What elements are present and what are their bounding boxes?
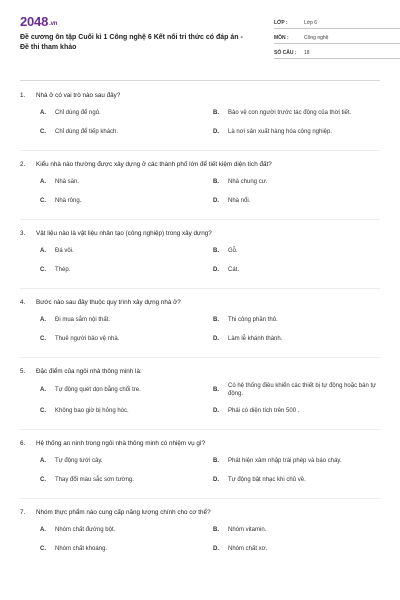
option-text: Thay đổi màu sắc sơn tường. (55, 476, 134, 483)
question-item (20, 288, 380, 345)
question-text: Bước nào sau đây thuộc quy trình xây dựng nhà ở? (36, 299, 181, 306)
option-letter: D. (213, 128, 219, 135)
question-text: Nhóm thực phẩm nào cung cấp năng lượng chính cho cơ thể? (36, 509, 211, 516)
option-text: Tự động bật nhạc khi chủ về. (228, 476, 306, 483)
option-letter: C. (40, 407, 46, 414)
question-number: 2. (20, 161, 26, 168)
question-text: Nhà ở có vai trò nào sau đây? (36, 92, 121, 99)
question-line (20, 229, 380, 238)
question-line (20, 91, 380, 100)
question-line (20, 160, 380, 169)
option-text: Gỗ. (228, 247, 238, 254)
question-text: Hệ thống an ninh trong ngôi nhà thông minh có nhiệm vụ gì? (36, 440, 206, 447)
answer-option[interactable] (213, 106, 386, 119)
option-letter: A. (40, 526, 46, 533)
option-letter: D. (213, 266, 219, 273)
answer-option[interactable] (40, 125, 213, 138)
question-item (20, 150, 380, 207)
question-line (20, 367, 380, 376)
meta-row-count (274, 46, 400, 59)
option-letter: B. (213, 316, 219, 323)
option-text: Thuê người bảo vệ nhà. (55, 335, 120, 342)
option-letter: D. (213, 476, 219, 483)
option-text: Có hệ thống điều khiển các thiết bị tự động hoặc bán tự động. (228, 383, 377, 397)
question-text: Kiểu nhà nào thường được xây dựng ở các thành phố lớn để tiết kiệm diện tích đất? (36, 161, 272, 168)
question-number: 1. (20, 92, 26, 99)
answer-options (20, 106, 380, 138)
answer-option[interactable] (40, 542, 213, 555)
answer-options (20, 523, 380, 555)
answer-option[interactable] (213, 313, 386, 326)
option-text: Nhóm chất xơ. (228, 545, 268, 552)
answer-option[interactable] (40, 313, 213, 326)
option-text: Nhóm vitamin. (228, 526, 267, 533)
option-text: Nhà nổi. (228, 197, 251, 204)
option-text: Nhà sàn. (55, 178, 80, 185)
answer-options (20, 175, 380, 207)
document-title: Đề cương ôn tập Cuối kì 1 Công nghệ 6 Kết nối tri thức có đáp án - Đề thi tham khảo (20, 34, 243, 51)
meta-row-class (274, 16, 400, 29)
answer-option[interactable] (213, 523, 386, 536)
option-letter: B. (213, 526, 219, 533)
document-header (20, 14, 380, 76)
question-item (20, 219, 380, 276)
question-text: Vật liệu nào là vật liệu nhân tạo (công nghiệp) trong xây dựng? (36, 230, 212, 237)
answer-option[interactable] (40, 404, 213, 417)
question-number: 5. (20, 368, 26, 375)
exam-meta (274, 16, 400, 61)
option-text: Bảo vệ con người trước tác động của thời tiết. (228, 109, 352, 116)
meta-label: SỐ CÂU : (274, 50, 297, 56)
answer-option[interactable] (40, 332, 213, 345)
answer-option[interactable] (213, 175, 386, 188)
option-text: Tự động quét dọn bằng chổi tre. (55, 387, 141, 393)
option-letter: D. (213, 407, 219, 414)
option-letter: C. (40, 266, 46, 273)
option-letter: C. (40, 545, 46, 552)
logo-domain: .vn (49, 21, 58, 27)
option-text: Thép. (55, 266, 71, 273)
option-letter: D. (213, 335, 219, 342)
option-text: Làm lễ khánh thành. (228, 335, 283, 342)
option-letter: B. (213, 178, 219, 185)
question-number: 6. (20, 440, 26, 447)
answer-options (20, 313, 380, 345)
option-letter: A. (40, 316, 46, 323)
answer-option[interactable] (40, 263, 213, 276)
answer-option[interactable] (40, 382, 213, 398)
option-text: Phải có diện tích trên 500 . (228, 407, 300, 414)
question-item (20, 91, 380, 138)
answer-option[interactable] (213, 473, 386, 486)
option-letter: A. (40, 387, 46, 393)
option-letter: A. (40, 109, 46, 116)
meta-label: MÔN : (274, 35, 289, 41)
option-letter: C. (40, 476, 46, 483)
question-item (20, 357, 380, 417)
question-number: 7. (20, 509, 26, 516)
option-letter: D. (213, 197, 219, 204)
option-text: Thi công phần thô. (228, 316, 278, 323)
option-text: Chỉ dùng để ngủ. (55, 109, 101, 116)
meta-value: Công nghệ (304, 35, 329, 41)
option-letter: B. (213, 109, 219, 116)
answer-option[interactable] (213, 125, 386, 138)
option-letter: A. (40, 178, 46, 185)
option-text: Không bao giờ bị hỏng hóc. (55, 407, 129, 414)
answer-option[interactable] (40, 523, 213, 536)
answer-option[interactable] (40, 473, 213, 486)
option-letter: A. (40, 247, 46, 254)
option-text: Chỉ dùng để tiếp khách. (55, 128, 119, 135)
option-text: Cát. (228, 266, 240, 273)
option-text: Đá vôi. (55, 247, 74, 254)
question-text: Đặc điểm của ngôi nhà thông minh là: (36, 368, 142, 375)
meta-label: LỚP : (274, 20, 288, 26)
answer-option[interactable] (213, 542, 386, 555)
answer-option[interactable] (213, 382, 386, 398)
option-text: Tự động tưới cây. (55, 457, 103, 464)
question-line (20, 508, 380, 517)
option-text: Nhóm chất khoáng. (55, 545, 108, 552)
answer-option[interactable] (40, 106, 213, 119)
answer-option[interactable] (213, 454, 386, 467)
answer-option[interactable] (40, 244, 213, 257)
question-number: 3. (20, 230, 26, 237)
answer-option[interactable] (213, 404, 386, 417)
option-letter: D. (213, 545, 219, 552)
header-divider (20, 80, 380, 81)
answer-options (20, 244, 380, 276)
question-line (20, 298, 380, 307)
option-letter: B. (213, 457, 219, 464)
answer-option[interactable] (40, 454, 213, 467)
option-text: Là nơi sản xuất hàng hóa công nghiệp. (228, 128, 333, 135)
meta-row-subject (274, 31, 400, 44)
option-text: Đi mua sắm nội thất. (55, 316, 111, 323)
logo-text: 2048 (20, 14, 49, 29)
meta-value: 18 (304, 50, 310, 56)
answer-option[interactable] (213, 244, 386, 257)
question-number: 4. (20, 299, 26, 306)
question-item (20, 498, 380, 555)
meta-value: Lớp 6 (304, 20, 318, 26)
question-list (20, 91, 380, 555)
question-line (20, 439, 380, 448)
option-letter: C. (40, 335, 46, 342)
answer-option[interactable] (213, 332, 386, 345)
option-text: Nhóm chất đường bột. (55, 526, 116, 533)
answer-option[interactable] (40, 175, 213, 188)
answer-option[interactable] (213, 263, 386, 276)
answer-options (20, 382, 380, 417)
option-text: Nhà rông. (55, 197, 82, 204)
answer-option[interactable] (40, 194, 213, 207)
answer-option[interactable] (213, 194, 386, 207)
answer-options (20, 454, 380, 486)
option-letter: A. (40, 457, 46, 464)
option-letter: C. (40, 128, 46, 135)
question-item (20, 429, 380, 486)
option-letter: B. (213, 387, 219, 393)
option-text: Phát hiện xâm nhập trái phép và báo cháy. (228, 457, 342, 464)
option-text: Nhà chung cư. (228, 178, 268, 185)
option-letter: B. (213, 247, 219, 254)
option-letter: C. (40, 197, 46, 204)
